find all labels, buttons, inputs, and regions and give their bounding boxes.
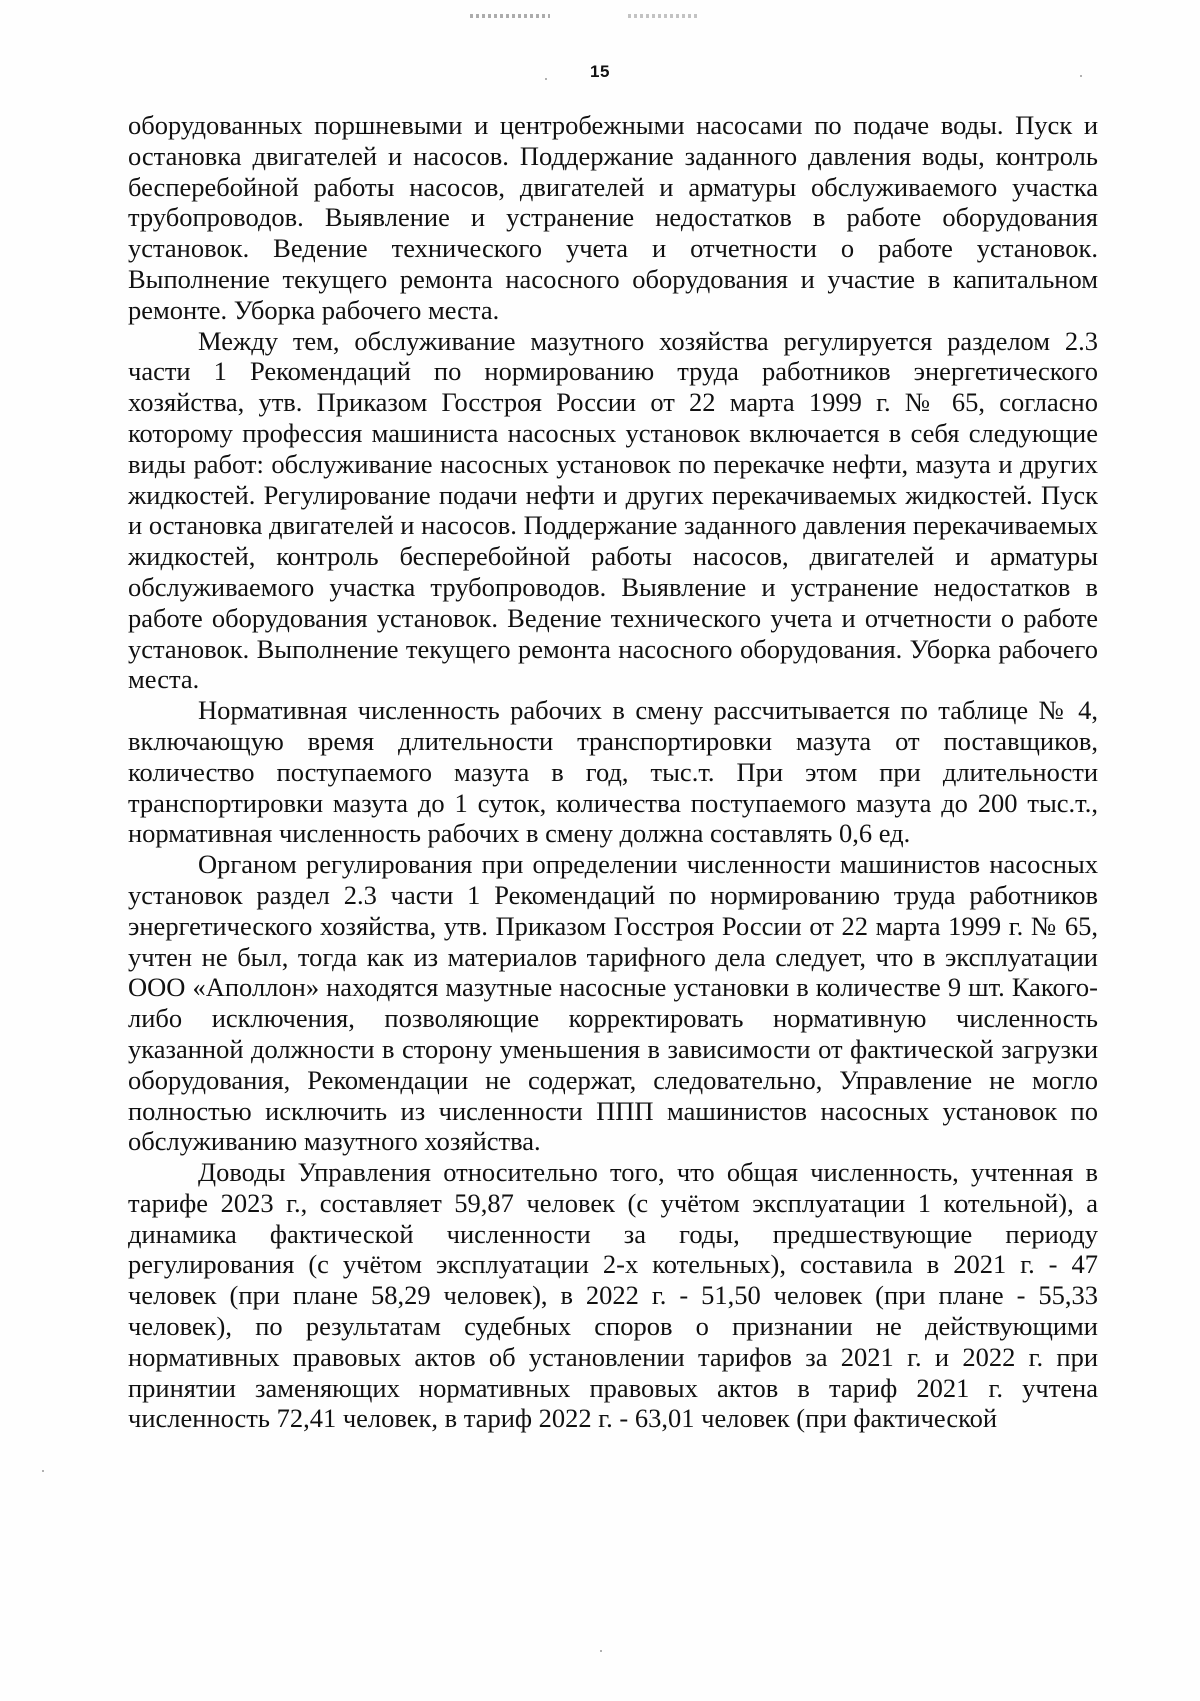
document-body xyxy=(128,110,1098,1434)
scan-speck xyxy=(600,1650,602,1652)
paragraph-3: Нормативная численность рабочих в смену рассчитывается по таблице № 4, включающую время длительности транспортировки мазута от поставщиков, количество поступаемого мазута в год, тыс.т. При этом при длительности транспортировки мазута до 1 суток, количества поступаемого мазута до 200 тыс.т., нормативная численность рабочих в смену должна составлять 0,6 ед. xyxy=(128,695,1098,849)
paragraph-4: Органом регулирования при определении численности машинистов насосных установок раздел 2.3 части 1 Рекомендаций по нормированию труда работников энергетического хозяйства, утв. Приказом Госстроя России от 22 марта 1999 г. № 65, учтен не был, тогда как из материалов тарифного дела следует, что в эксплуатации ООО «Аполлон» находятся мазутные насосные установки в количестве 9 шт. Какого-либо исключения, позволяющие корректировать нормативную численность указанной должности в сторону уменьшения в зависимости от фактической загрузки оборудования, Рекомендации не содержат, следовательно, Управление не могло полностью исключить из численности ППП машинистов насосных установок по обслуживанию мазутного хозяйства. xyxy=(128,849,1098,1157)
scan-speck xyxy=(545,78,547,80)
paragraph-1: оборудованных поршневыми и центробежными насосами по подаче воды. Пуск и остановка двигателей и насосов. Поддержание заданного давления воды, контроль бесперебойной работы насосов, двигателей и арматуры обслуживаемого участка трубопроводов. Выявление и устранение недостатков в работе оборудования установок. Ведение технического учета и отчетности о работе установок. Выполнение текущего ремонта насосного оборудования и участие в капитальном ремонте. Уборка рабочего места. xyxy=(128,110,1098,325)
scan-artifact xyxy=(628,14,698,18)
scan-speck xyxy=(1080,75,1082,77)
page-number: 15 xyxy=(590,62,610,81)
scan-artifact xyxy=(470,14,550,18)
scan-speck xyxy=(42,1470,44,1472)
paragraph-5: Доводы Управления относительно того, что общая численность, учтенная в тарифе 2023 г., составляет 59,87 человек (с учётом эксплуатации 1 котельной), а динамика фактической численности за годы, предшествующие периоду регулирования (с учётом эксплуатации 2-х котельных), составила в 2021 г. - 47 человек (при плане 58,29 человек), в 2022 г. - 51,50 человек (при плане - 55,33 человек), по результатам судебных споров о признании не действующими нормативных правовых актов об установлении тарифов за 2021 г. и 2022 г. при принятии заменяющих нормативных правовых актов в тариф 2021 г. учтена численность 72,41 человек, в тариф 2022 г. - 63,01 человек (при фактической xyxy=(128,1157,1098,1434)
paragraph-2: Между тем, обслуживание мазутного хозяйства регулируется разделом 2.3 части 1 Рекомендаций по нормированию труда работников энергетического хозяйства, утв. Приказом Госстроя России от 22 марта 1999 г. № 65, согласно которому профессия машиниста насосных установок включается в себя следующие виды работ: обслуживание насосных установок по перекачке нефти, мазута и других жидкостей. Регулирование подачи нефти и других перекачиваемых жидкостей. Пуск и остановка двигателей и насосов. Поддержание заданного давления перекачиваемых жидкостей, контроль бесперебойной работы насосов, двигателей и арматуры обслуживаемого участка трубопроводов. Выявление и устранение недостатков в работе оборудования установок. Ведение технического учета и отчетности о работе установок. Выполнение текущего ремонта насосного оборудования. Уборка рабочего места. xyxy=(128,325,1098,695)
